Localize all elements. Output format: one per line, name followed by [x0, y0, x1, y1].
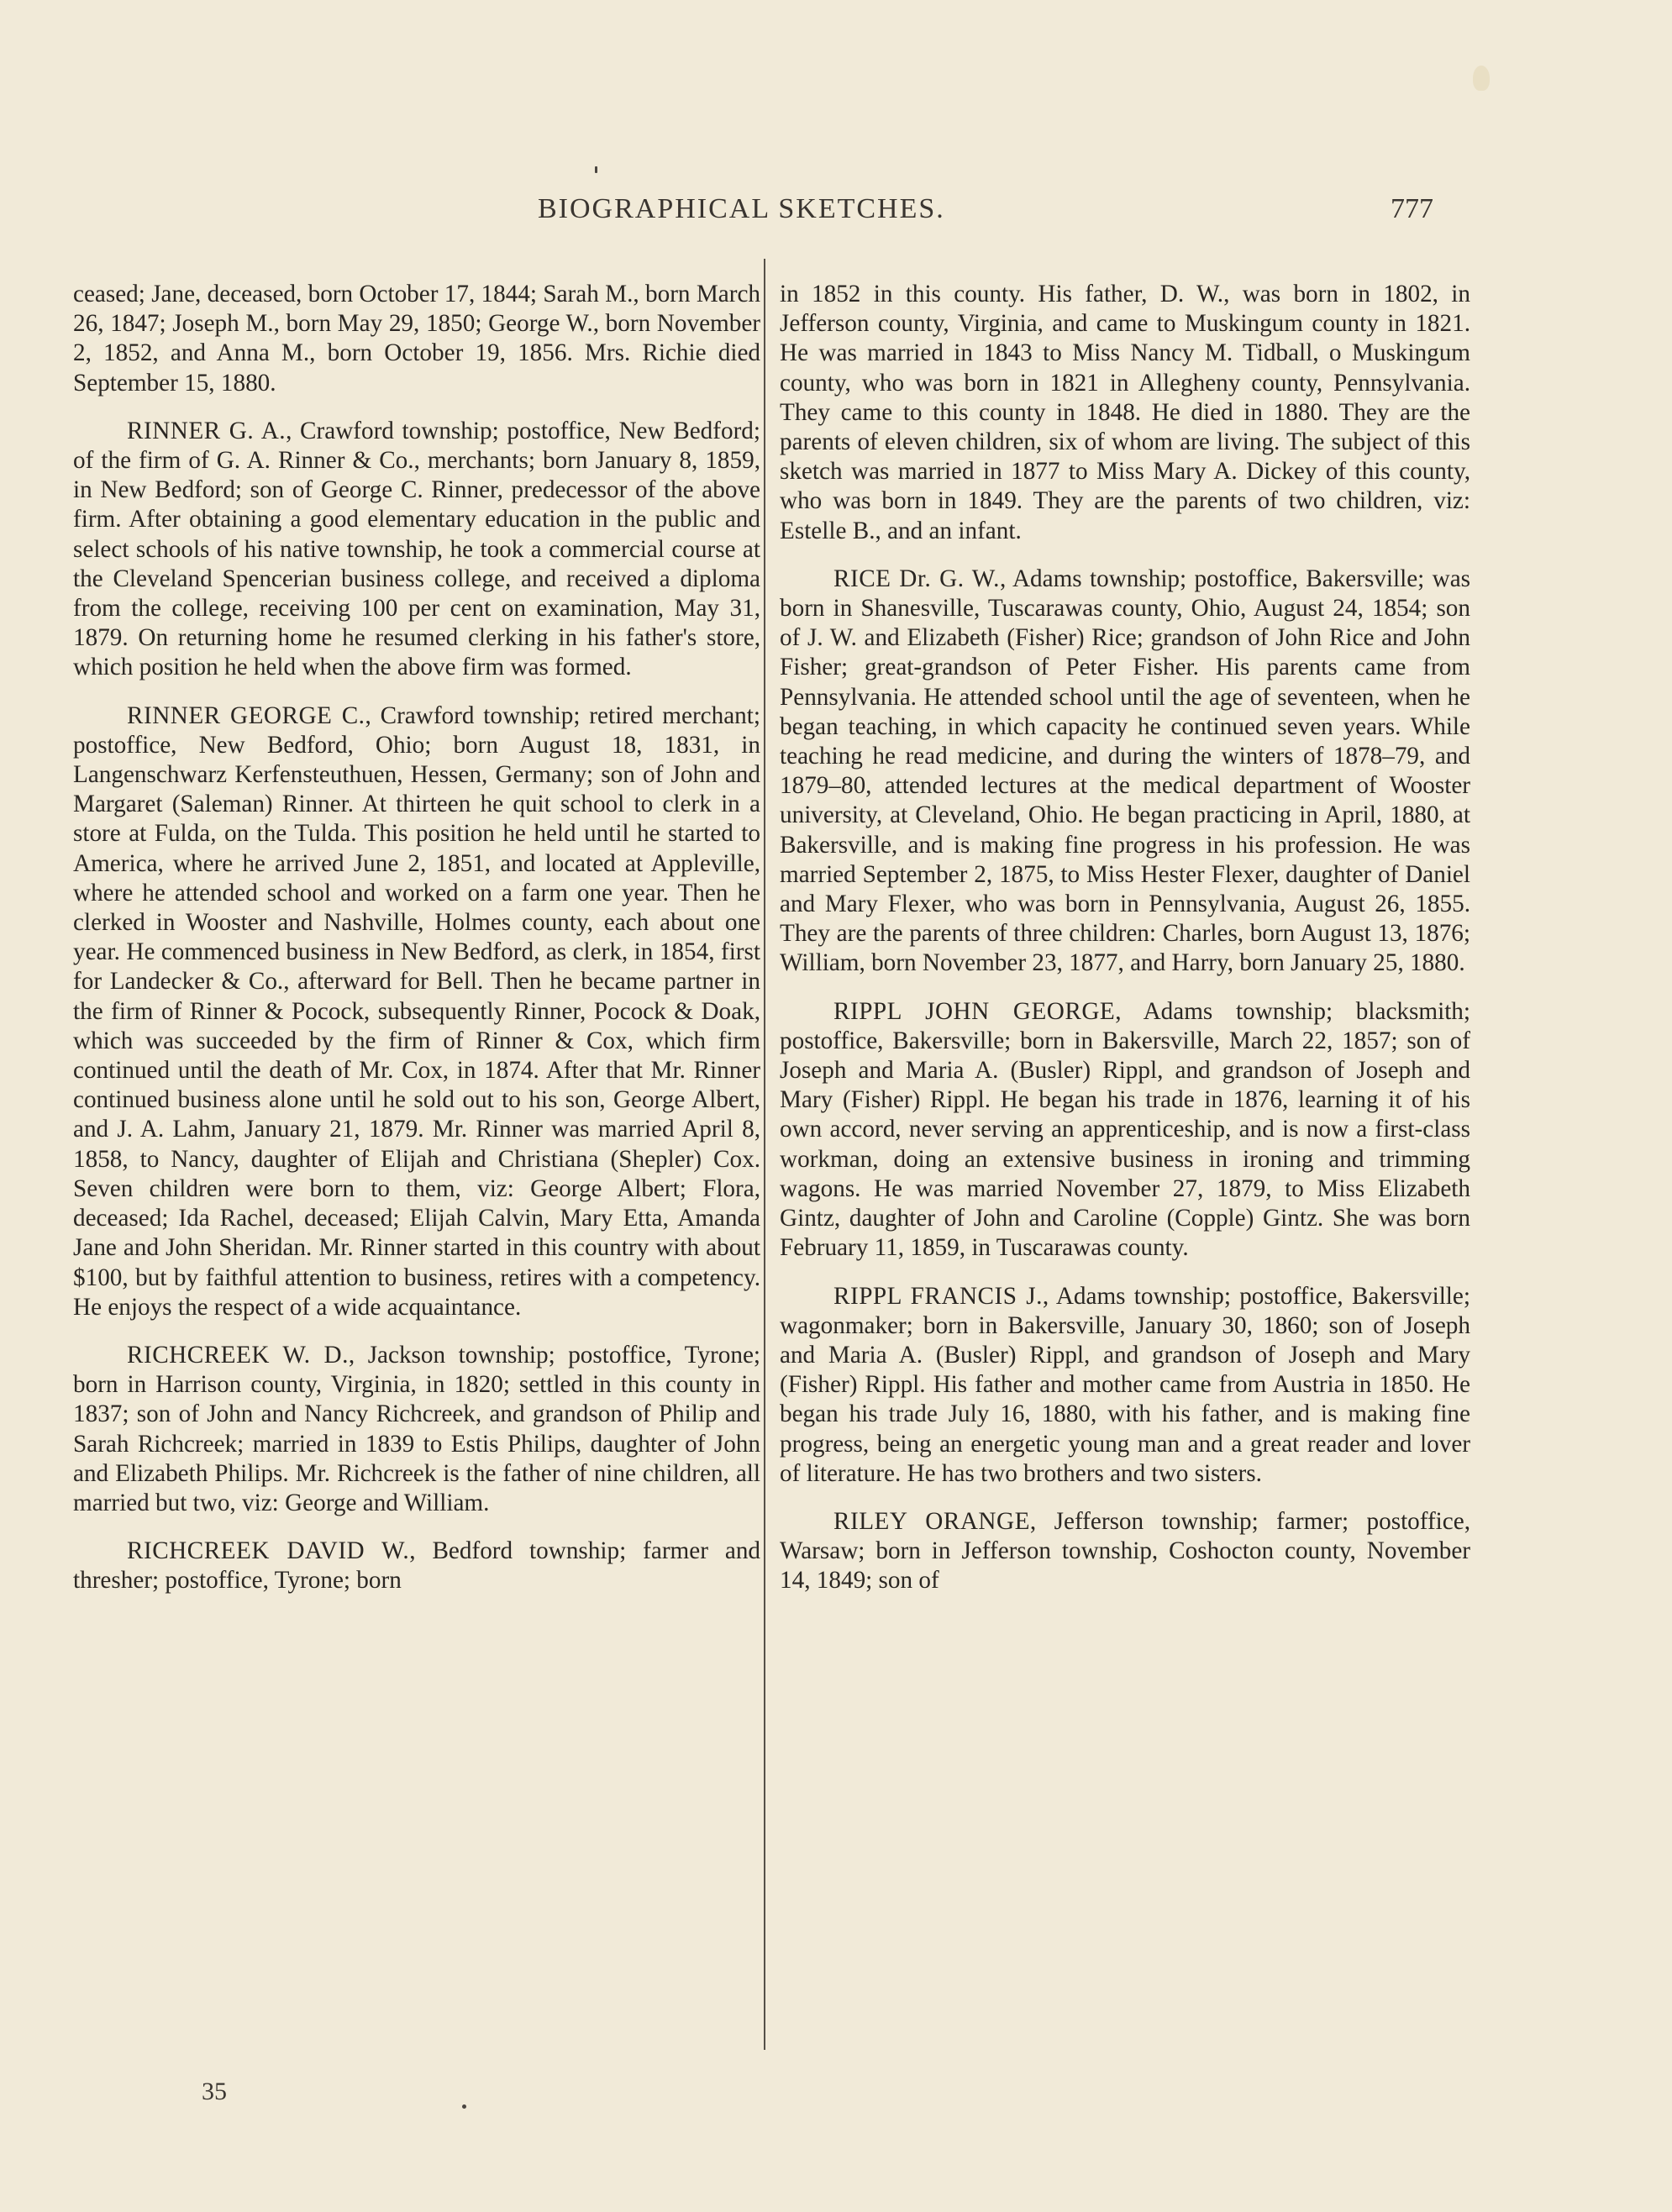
entry-name: RICHCREEK DAVID W. [127, 1537, 410, 1565]
right-column [780, 280, 1470, 1596]
signature-mark: 35 [202, 2078, 227, 2105]
entry-name: RILEY ORANGE [833, 1507, 1030, 1535]
print-speck [595, 166, 597, 173]
entry-text: , Adams township; postoffice, Bakersville; was born in Shanesville, Tuscarawas county, Ohio, August 24, 1854; son of J. W. and Elizabeth (Fisher) Rice; grandson of John Rice and John Fisher; great-grandson of Peter Fisher. His parents came from Pennsylvania. He attended school until the age of seventeen, when he began teaching, in which capacity he continued seven years. While teaching he read medicine, and during the winters of 1878–79, and 1879–80, attended lectures at the medical department of Wooster university, at Cleveland, Ohio. He began practicing in April, 1880, at Bakersville, and is making fine progress in his profession. He was married September 2, 1875, to Miss Hester Flexer, daughter of Daniel and Mary Flexer, who was born in Pennsylvania, August 26, 1855. They are the parents of three children: Charles, born August 13, 1876; William, born November 23, 1877, and Harry, born January 25, 1880. [780, 565, 1471, 977]
entry-name: RIPPL JOHN GEORGE [833, 997, 1116, 1025]
continued-paragraph: in 1852 in this county. His father, D. W., was born in 1802, in Jefferson county, Virginia, and came to Muskingum county in 1821. He was married in 1843 to Miss Nancy M. Tidball, o Muskingum county, who was born in 1821 in Allegheny county, Pennsylvania. They came to this county in 1848. He died in 1880. They are the parents of eleven children, six of whom are living. The subject of this sketch was married in 1877 to Miss Mary A. Dickey of this county, who was born in 1849. They are the parents of two children, viz: Estelle B., and an infant. [780, 281, 1470, 544]
entry-text: , Adams township; postoffice, Bakersville; wagonmaker; born in Bakersville, January 30, 1860; son of Joseph and Maria A. (Busler) Rippl, and grandson of Joseph and Mary (Fisher) Rippl. His father and mother came from Austria in 1850. He began his trade July 16, 1880, with his father, and is making fine progress, being an energetic young man and a great reader and lover of literature. He has two brothers and two sisters. [780, 1282, 1470, 1487]
entry-name: RICE Dr. G. W. [833, 565, 1000, 592]
biography-entry [73, 1341, 760, 1518]
entry-text: , Crawford township; retired merchant; postoffice, New Bedford, Ohio; born August 18, 1831, in Langenschwarz Kerfensteuthuen, Hessen, Germany; son of John and Margaret (Saleman) Rinner. At thirteen he quit school to clerk in a store at Fulda, on the Tulda. This position he held until he started to America, where he arrived June 2, 1851, and located at Appleville, where he attended school and worked on a farm one year. Then he clerked in Wooster and Nashville, Holmes county, each about one year. He commenced business in New Bedford, as clerk, in 1854, first for Landecker & Co., afterward for Bell. Then he became partner in the firm of Rinner & Pocock, subsequently Rinner, Pocock & Doak, which was succeeded by the firm of Rinner & Cox, which firm continued until the death of Mr. Cox, in 1874. After that Mr. Rinner continued business alone until he sold out to his son, George Albert, and J. A. Lahm, January 21, 1879. Mr. Rinner was married April 8, 1858, to Nancy, daughter of Elijah and Christiana (Shepler) Cox. Seven children were born to them, viz: George Albert; Flora, deceased; Ida Rachel, deceased; Elijah Calvin, Mary Etta, Amanda Jane and John Sheridan. Mr. Rinner started in this country with about $100, but by faithful attention to business, retires with a competency. He enjoys the respect of a wide acquaintance. [73, 701, 760, 1321]
page-title: BIOGRAPHICAL SKETCHES. [538, 193, 945, 224]
entry-text: , Jefferson township; farmer; postoffice, Warsaw; born in Jefferson township, Coshocton county, November 14, 1849; son of [780, 1507, 1470, 1595]
entry-text: , Adams township; blacksmith; postoffice, Bakersville; born in Bakersville, March 22, 1857; son of Joseph and Maria A. (Busler) Rippl, and grandson of Joseph and Mary (Fisher) Rippl. He began his trade in 1876, learning it of his own accord, never serving an apprenticeship, and is now a first-class workman, doing an extensive business in ironing and trimming wagons. He was married November 27, 1879, to Miss Elizabeth Gintz, daughter of John and Caroline (Copple) Gintz. She was born February 11, 1859, in Tuscarawas county. [780, 997, 1470, 1262]
print-speck [462, 2104, 466, 2109]
entry-text: , Crawford township; postoffice, New Bedford; of the firm of G. A. Rinner & Co., merchants; born January 8, 1859, in New Bedford; son of George C. Rinner, predecessor of the above firm. After obtaining a good elementary education in the public and select schools of his native township, he took a commercial course at the Cleveland Spencerian business college, and received a diploma from the college, receiving 100 per cent on examination, May 31, 1879. On returning home he resumed clerking in his father's store, which position he held when the above firm was formed. [73, 417, 760, 681]
entry-text: , Bedford township; farmer and thresher; postoffice, Tyrone; born [73, 1537, 761, 1595]
biography-entry [73, 1537, 760, 1595]
biography-entry [73, 417, 760, 683]
left-column [73, 280, 760, 1596]
biography-entry [780, 1282, 1470, 1489]
entry-name: RINNER G. A. [127, 417, 287, 444]
page-number: 777 [1391, 193, 1433, 224]
entry-name: RICHCREEK W. D. [127, 1341, 349, 1369]
entry-text: , Jackson township; postoffice, Tyrone; born in Harrison county, Virginia, in 1820; settled in this county in 1837; son of John and Nancy Richcreek, and grandson of Philip and Sarah Richcreek; married in 1839 to Estis Philips, daughter of John and Elizabeth Philips. Mr. Richcreek is the father of nine children, all married but two, viz: George and William. [73, 1341, 761, 1516]
running-header [0, 193, 1672, 235]
entry-name: RINNER GEORGE C. [127, 701, 365, 729]
continued-paragraph: ceased; Jane, deceased, born October 17, 1844; Sarah M., born March 26, 1847; Joseph M., born May 29, 1850; George W., born November 2, 1852, and Anna M., born October 19, 1856. Mrs. Richie died September 15, 1880. [73, 281, 760, 397]
column-divider [764, 259, 765, 2050]
entry-name: RIPPL FRANCIS J. [833, 1282, 1043, 1310]
biography-entry [73, 701, 760, 1322]
biography-entry [780, 1507, 1470, 1596]
biography-entry [780, 565, 1470, 979]
paper-stain [1473, 66, 1490, 91]
biography-entry [780, 997, 1470, 1264]
